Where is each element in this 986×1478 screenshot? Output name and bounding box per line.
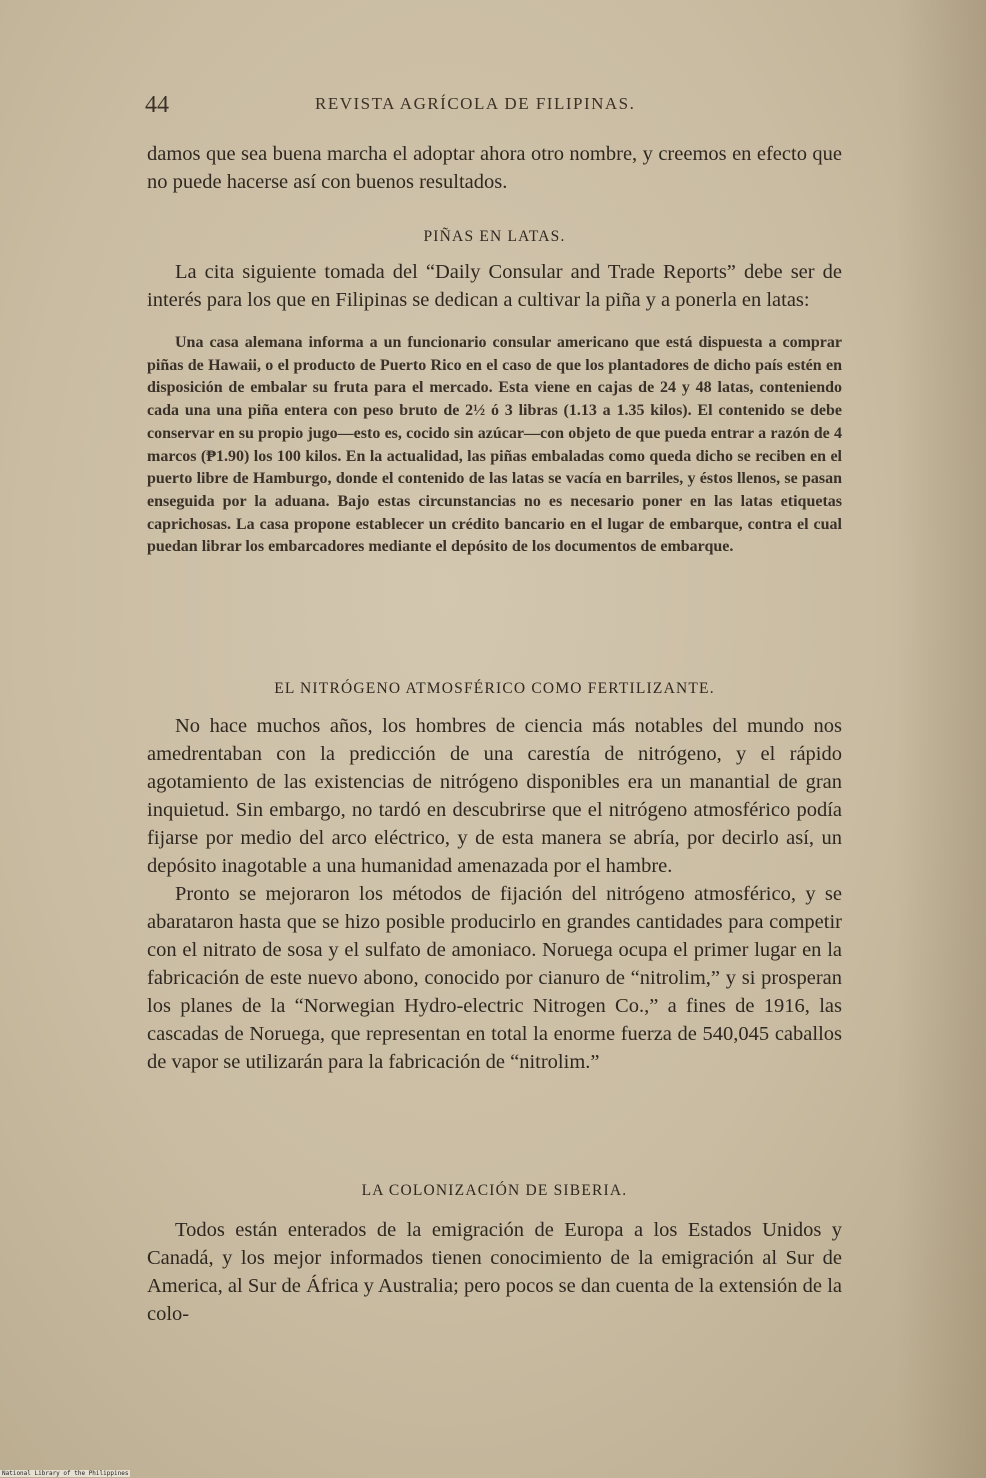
section-siberia <box>147 1182 842 1328</box>
siberia-paragraph-1: Todos están enterados de la emigración de Europa a los Estados Unidos y Canadá, y los mejor informados tienen conocimiento de la emigración al Sur de America, al Sur de África y Australia; pero pocos se dan cuenta de la extensión de la colo- <box>147 1219 842 1325</box>
section-heading-pinas: PIÑAS EN LATAS. <box>423 228 566 245</box>
page-header <box>145 92 845 122</box>
pinas-intro-paragraph: La cita siguiente tomada del “Daily Consular and Trade Reports” debe ser de interés para los que en Filipinas se dedican a cultivar la piña y a ponerla en latas: <box>147 261 842 311</box>
page-spine-shadow <box>896 0 986 1478</box>
section-heading-siberia: LA COLONIZACIÓN DE SIBERIA. <box>361 1182 628 1199</box>
page-number: 44 <box>145 92 169 118</box>
section-pinas <box>147 228 842 559</box>
section-nitrogeno <box>147 680 842 1076</box>
section-heading-nitrogeno: EL NITRÓGENO ATMOSFÉRICO COMO FERTILIZANTE. <box>274 680 715 697</box>
continuation-block <box>147 140 842 196</box>
continuation-paragraph: damos que sea buena marcha el adoptar ahora otro nombre, y creemos en efecto que no puede hacerse así con buenos resultados. <box>147 143 842 193</box>
nitrogeno-paragraph-1: No hace muchos años, los hombres de ciencia más notables del mundo nos amedrentaban con la predicción de una carestía de nitrógeno, y el rápido agotamiento de las existencias de nitrógeno disponibles era un manantial de gran inquietud. Sin embargo, no tardó en descubrirse que el nitrógeno atmosférico podía fijarse por medio del arco eléctrico, y de esta manera se abría, por decirlo así, un depósito inagotable a una humanidad amenazada por el hambre. <box>147 715 842 877</box>
nitrogeno-paragraph-2: Pronto se mejoraron los métodos de fijación del nitrógeno atmosférico, y se abarataron hasta que se hizo posible producirlo en grandes cantidades para competir con el nitrato de sosa y el sulfato de amoniaco. Noruega ocupa el primer lugar en la fabricación de este nuevo abono, conocido por cianuro de “nitrolim,” y si prosperan los planes de la “Norwegian Hydro-electric Nitrogen Co.,” a fines de 1916, las cascadas de Noruega, que representan en total la enorme fuerza de 540,045 caballos de vapor se utilizarán para la fabricación de “nitrolim.” <box>147 883 842 1073</box>
library-credit: National Library of the Philippines <box>2 1470 129 1477</box>
pinas-quote-paragraph: Una casa alemana informa a un funcionario consular americano que está dispuesta a comprar piñas de Hawaii, o el producto de Puerto Rico en el caso de que los plantadores de dicho país estén en disposición de embalar su fruta para el mercado. Esta viene en cajas de 24 y 48 latas, conteniendo cada una una piña entera con peso bruto de 2½ ó 3 libras (1.13 a 1.35 kilos). El contenido se debe conservar en su propio jugo—esto es, cocido sin azúcar—con objeto de que pueda entrar a razón de 4 marcos (₱1.90) los 100 kilos. En la actualidad, las piñas embaladas como queda dicho se reciben en el puerto libre de Hamburgo, donde el contenido de las latas se vacía en barriles, y éstos llenos, se pasan enseguida por la aduana. Bajo estas circunstancias no es necesario poner en las latas etiquetas caprichosas. La casa propone establecer un crédito bancario en el lugar de embarque, contra el cual puedan librar los embarcadores mediante el depósito de los documentos de embarque. <box>147 334 842 556</box>
running-title: REVISTA AGRÍCOLA DE FILIPINAS. <box>315 94 636 113</box>
